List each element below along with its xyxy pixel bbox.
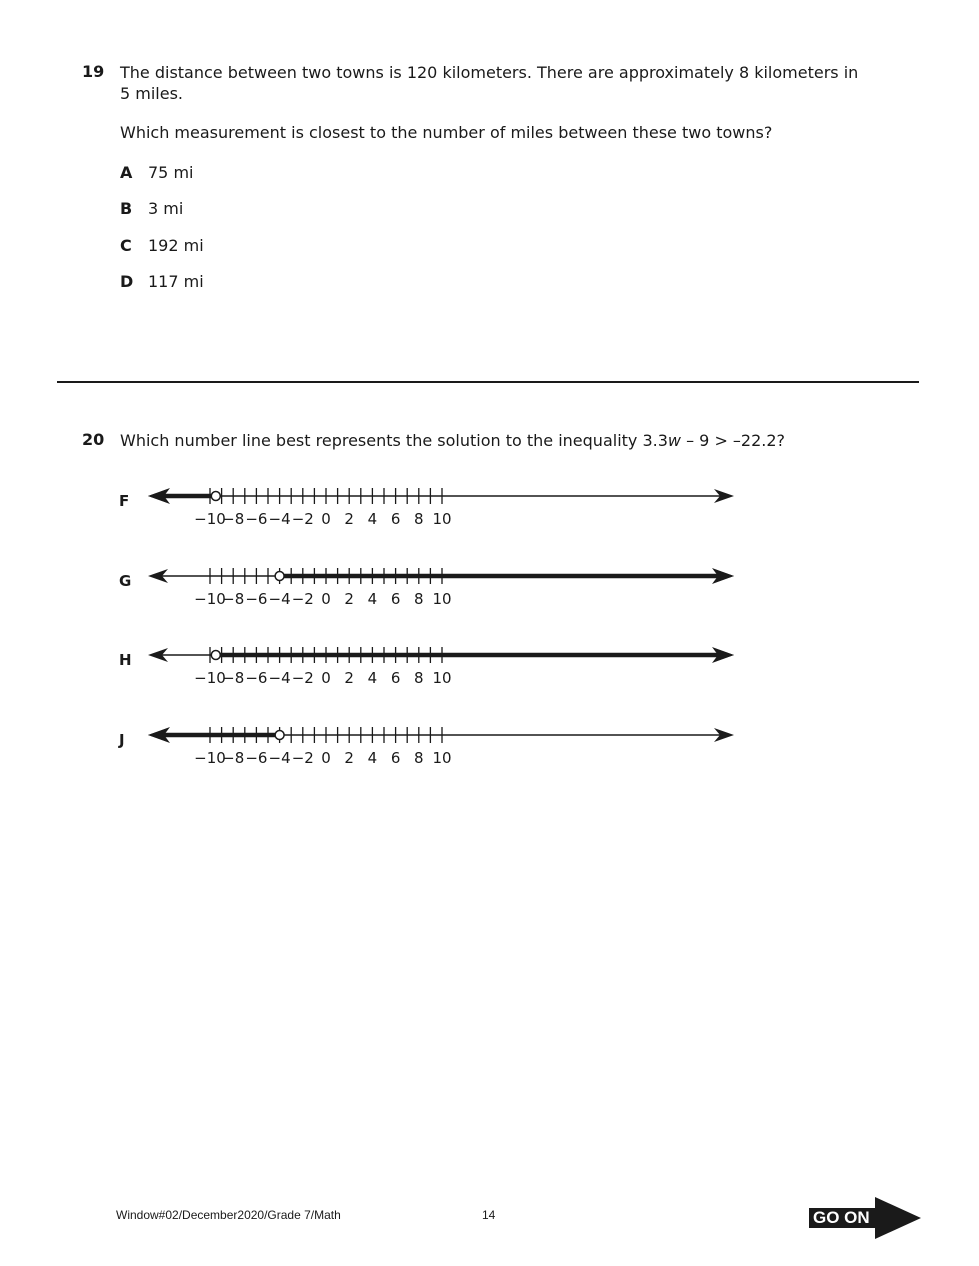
- tick-label: 8: [414, 510, 424, 528]
- tick-label: −2: [291, 510, 314, 528]
- go-on-indicator: [809, 1197, 921, 1239]
- tick-label: 6: [390, 510, 401, 528]
- number-line-h-letter[interactable]: H: [119, 651, 132, 669]
- tick-label: −6: [245, 510, 268, 528]
- tick-label: 0: [321, 510, 331, 528]
- tick-label: −10: [194, 510, 226, 528]
- tick-label: −8: [222, 669, 245, 687]
- number-line-h[interactable]: [140, 641, 740, 691]
- tick-label: 6: [390, 669, 401, 687]
- choice-b[interactable]: [120, 197, 183, 219]
- tick-label: −10: [194, 590, 226, 608]
- tick-label: 8: [414, 590, 424, 608]
- tick-label: −6: [245, 590, 268, 608]
- go-on-label: GO ON: [809, 1208, 877, 1228]
- question-19-number: 19: [82, 62, 105, 81]
- tick-label: 10: [432, 669, 452, 687]
- tick-label: −8: [222, 749, 245, 767]
- question-20-variable: w: [667, 431, 681, 450]
- tick-label: −4: [268, 590, 291, 608]
- number-line-g-letter[interactable]: G: [119, 572, 132, 590]
- tick-label: −2: [291, 749, 314, 767]
- choice-letter: A: [120, 162, 133, 182]
- tick-label: −8: [222, 590, 245, 608]
- tick-label: 4: [367, 590, 378, 608]
- question-19-stem-line-1: The distance between two towns is 120 kilometers. There are approximately 8 kilometers in: [120, 63, 859, 82]
- number-line-f[interactable]: [140, 482, 740, 532]
- choice-text: 3 mi: [148, 198, 184, 218]
- choice-d[interactable]: [120, 270, 204, 292]
- tick-label: −4: [268, 669, 291, 687]
- tick-label: 8: [414, 669, 424, 687]
- right-arrow-icon: [875, 1197, 921, 1239]
- section-divider: [57, 381, 919, 383]
- endpoint-circle: [211, 651, 220, 660]
- choice-a[interactable]: [120, 161, 193, 183]
- choice-letter: D: [120, 271, 134, 291]
- tick-label: 0: [321, 669, 331, 687]
- footer-form-id: Window#02/December2020/Grade 7/Math: [116, 1208, 341, 1222]
- tick-label: 10: [432, 749, 452, 767]
- endpoint-circle: [275, 731, 284, 740]
- endpoint-circle: [275, 572, 284, 581]
- choice-letter: C: [120, 235, 132, 255]
- choice-text: 75 mi: [148, 162, 194, 182]
- question-20-prompt-after: – 9 > –22.2?: [681, 431, 786, 450]
- tick-label: 2: [344, 669, 354, 687]
- tick-label: 6: [390, 590, 401, 608]
- tick-label: 4: [367, 510, 378, 528]
- tick-label: 0: [321, 590, 331, 608]
- tick-label: 2: [344, 510, 354, 528]
- tick-label: −4: [268, 749, 291, 767]
- tick-label: 2: [344, 590, 354, 608]
- question-20-prompt: [120, 430, 785, 451]
- question-20-prompt-before: Which number line best represents the solution to the inequality 3.3: [120, 431, 668, 450]
- tick-label: −2: [291, 669, 314, 687]
- choice-c[interactable]: [120, 234, 204, 256]
- endpoint-circle: [211, 492, 220, 501]
- number-line-g[interactable]: [140, 562, 740, 612]
- tick-label: −6: [245, 749, 268, 767]
- question-19-prompt: Which measurement is closest to the number of miles between these two towns?: [120, 123, 773, 142]
- number-line-j[interactable]: [140, 721, 740, 771]
- choice-letter: B: [120, 198, 133, 218]
- question-19-stem: [120, 62, 900, 104]
- tick-label: 6: [390, 749, 401, 767]
- tick-label: −8: [222, 510, 245, 528]
- tick-label: −10: [194, 669, 226, 687]
- tick-label: 10: [432, 510, 452, 528]
- choice-text: 117 mi: [148, 271, 204, 291]
- tick-label: −10: [194, 749, 226, 767]
- number-line-j-letter[interactable]: J: [119, 731, 125, 749]
- tick-label: −4: [268, 510, 291, 528]
- tick-label: 4: [367, 669, 378, 687]
- tick-label: 4: [367, 749, 378, 767]
- tick-label: −6: [245, 669, 268, 687]
- choice-text: 192 mi: [148, 235, 204, 255]
- question-19-stem-line-2: 5 miles.: [120, 84, 184, 103]
- tick-label: 8: [414, 749, 424, 767]
- tick-label: 10: [432, 590, 452, 608]
- tick-label: 2: [344, 749, 354, 767]
- number-line-f-letter[interactable]: F: [119, 492, 130, 510]
- page-number: 14: [482, 1208, 496, 1222]
- question-20-number: 20: [82, 430, 105, 449]
- tick-label: 0: [321, 749, 331, 767]
- tick-label: −2: [291, 590, 314, 608]
